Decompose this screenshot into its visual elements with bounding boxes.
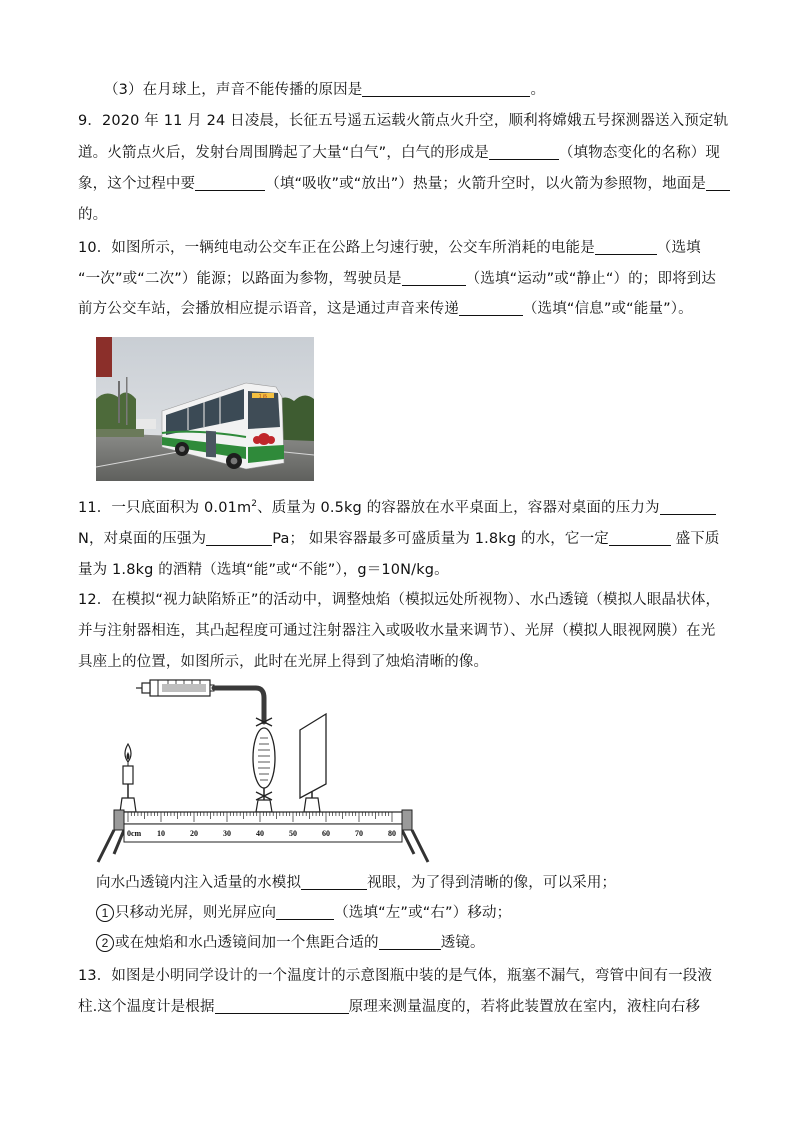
- q11-line3: 量为 1.8kg 的酒精（选填“能”或“不能”），g＝10N/kg。: [78, 562, 449, 578]
- q10-line2-hint: （选填“运动”或“静止“）的；即将到达: [465, 271, 717, 287]
- q10-line3-text: 前方公交车站，会播放相应提示语音，这是通过声音来传递: [78, 301, 459, 317]
- q12-option2-hint: 透镜。: [440, 935, 485, 951]
- q12-sub1-cont: 视眼，为了得到清晰的像，可以采用；: [367, 875, 617, 891]
- q13-line2-text: 柱.这个温度计是根据: [78, 999, 215, 1015]
- light-screen-icon: [300, 714, 326, 798]
- q11-line1-text: 11．一只底面积为 0.01m: [78, 500, 252, 516]
- syringe-icon: [136, 680, 214, 696]
- answer-blank[interactable]: [362, 81, 530, 97]
- answer-blank[interactable]: [301, 874, 367, 890]
- candle-icon: [123, 744, 133, 798]
- circled-number-2: 2: [96, 934, 114, 952]
- q11-line1-cont: 、质量为 0.5kg 的容器放在水平桌面上，容器对桌面的压力为: [257, 500, 660, 516]
- q9-line1: 9．2020 年 11 月 24 日凌晨，长征五号遥五运载火箭点火升空，顺利将嫦娥五号探测器送入预定轨: [78, 113, 729, 129]
- scale-label: 50: [289, 829, 297, 838]
- scale-label: 70: [355, 829, 363, 838]
- answer-blank[interactable]: [402, 270, 466, 286]
- q12-sub1: [96, 873, 738, 893]
- q8-part3-suffix: 。: [530, 82, 546, 98]
- q10-line2: [78, 269, 720, 289]
- water-lens-icon: [253, 728, 275, 800]
- q12-option2-text: 或在烛焰和水凸透镜间加一个焦距合适的: [115, 935, 379, 951]
- answer-blank[interactable]: [489, 144, 559, 160]
- electric-bus-photo: [96, 337, 314, 481]
- q13-line2: [78, 997, 720, 1017]
- scale-label: 40: [256, 829, 264, 838]
- answer-blank[interactable]: [609, 530, 671, 546]
- optical-bench-diagram: [92, 672, 442, 868]
- answer-blank[interactable]: [660, 499, 716, 515]
- scale-label: 10: [157, 829, 165, 838]
- answer-blank[interactable]: [276, 904, 334, 920]
- q12-option2: [96, 933, 738, 953]
- q9-line2-hint: （填物态变化的名称）现: [558, 145, 721, 161]
- q9-line3-hint: （填“吸收”或“放出”）热量；火箭升空时，以火箭为参照物，地面是: [265, 176, 707, 192]
- answer-blank[interactable]: [706, 175, 730, 191]
- q11-line2-end: 盛下质: [670, 531, 720, 547]
- q8-part3-text: （3）在月球上，声音不能传播的原因是: [104, 82, 363, 98]
- q12-option1: [96, 903, 738, 923]
- answer-blank[interactable]: [215, 998, 349, 1014]
- q10-line2-text: “一次”或“二次”）能源；以路面为参物，驾驶员是: [78, 271, 402, 287]
- scale-label: 20: [190, 829, 198, 838]
- q10-line3: [78, 299, 720, 319]
- q10-line1-text: 10．如图所示，一辆纯电动公交车正在公路上匀速行驶，公交车所消耗的电能是: [78, 240, 595, 256]
- q11-line2: [78, 529, 720, 549]
- q12-sub1-text: 向水凸透镜内注入适量的水模拟: [96, 875, 302, 891]
- scale-label: 60: [322, 829, 330, 838]
- q9-line3: [78, 174, 720, 194]
- q8-part3: [104, 80, 746, 100]
- q9-line3-text: 象，这个过程中要: [78, 176, 196, 192]
- answer-blank[interactable]: [595, 239, 657, 255]
- q11-line2-text: N，对桌面的压强为: [78, 531, 207, 547]
- answer-blank[interactable]: [195, 175, 265, 191]
- q12-line1: 12．在模拟“视力缺陷矫正”的活动中，调整烛焰（模拟远处所视物）、水凸透镜（模拟人眼晶状体，: [78, 592, 721, 608]
- superscript-2: 2: [251, 499, 258, 510]
- q9-line2-text: 道。火箭点火后，发射台周围腾起了大量“白气”，白气的形成是: [78, 145, 489, 161]
- q10-line1-hint: （选填: [656, 240, 701, 256]
- answer-blank[interactable]: [206, 530, 272, 546]
- q13-line2-cont: 原理来测量温度的，若将此装置放在室内，液柱向右移: [348, 999, 701, 1015]
- answer-blank[interactable]: [379, 934, 441, 950]
- scale-label: 80: [388, 829, 396, 838]
- q13-line1: 13．如图是小明同学设计的一个温度计的示意图瓶中装的是气体，瓶塞不漏气，弯管中间有一段液: [78, 968, 713, 984]
- q12-line3: 具座上的位置，如图所示，此时在光屏上得到了烛焰清晰的像。: [78, 654, 489, 670]
- q10-line3-hint: （选填“信息”或“能量”）。: [522, 301, 693, 317]
- q12-option1-hint: （选填“左”或“右”）移动；: [334, 905, 512, 921]
- q12-line2: 并与注射器相连，其凸起程度可通过注射器注入或吸收水量来调节）、光屏（模拟人眼视网膜）在光: [78, 623, 716, 639]
- q11-line1: [78, 498, 720, 518]
- bus-route-sign: 1 路: [258, 393, 268, 399]
- scale-label: 30: [223, 829, 231, 838]
- scale-label: 0cm: [127, 829, 142, 838]
- q12-option1-text: 只移动光屏，则光屏应向: [115, 905, 277, 921]
- circled-number-1: 1: [96, 904, 114, 922]
- q9-line2: [78, 143, 720, 163]
- answer-blank[interactable]: [459, 300, 523, 316]
- q10-line1: [78, 238, 720, 258]
- q9-line4: 的。: [78, 207, 108, 223]
- q11-line2-cont: Pa； 如果容器最多可盛质量为 1.8kg 的水，它一定: [272, 531, 609, 547]
